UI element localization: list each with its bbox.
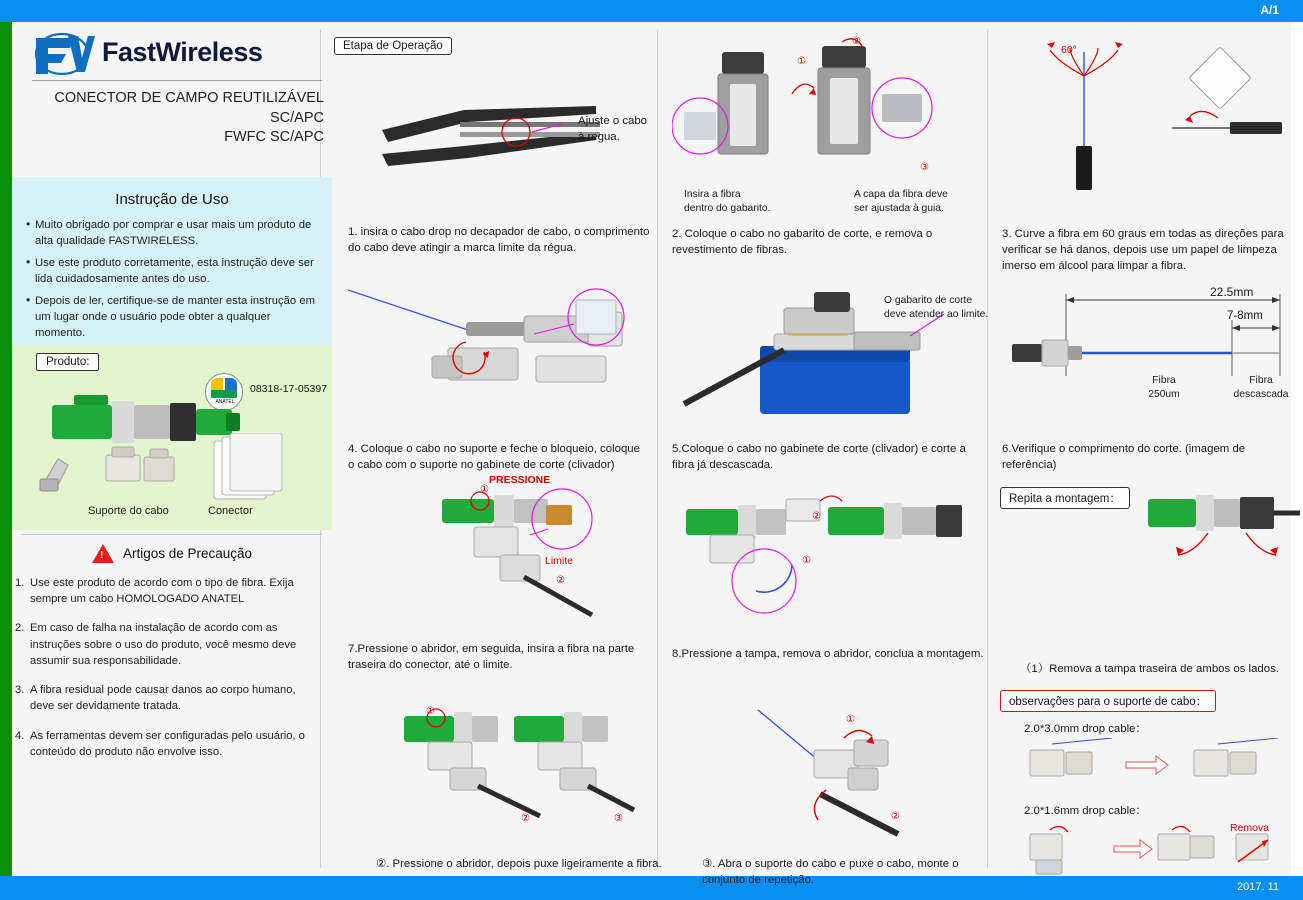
cable-stripper-illustration [364, 62, 614, 182]
step7-illustration [412, 477, 632, 637]
brand-block [32, 32, 332, 148]
step7-press-label: PRESSIONE [489, 474, 551, 486]
step5-note: O gabarito de corte deve atender ao limite. [884, 295, 989, 321]
holder-case1-label: 2.0*3.0mm drop cable： [1024, 723, 1147, 735]
caution-panel [12, 544, 332, 773]
step9-marker-1: ① [426, 706, 435, 717]
fiber-label-left: Fibra 250um [1148, 375, 1180, 401]
cable-holder-icon [100, 437, 192, 505]
list-item: • Depois de ler, certifique-se de manter esta instrução em um lugar onde o usuário pode obter a qualquer momento. [26, 293, 318, 341]
caution-list [12, 575, 332, 760]
brand-name-first: Fast [102, 36, 156, 67]
caution-text: Use este produto de acordo com o tipo de fibra. Exija sempre um cabo HOMOLOGADO ANATEL [30, 577, 294, 606]
left-green-edge [0, 22, 12, 876]
product-title-line1: CONECTOR DE CAMPO REUTILIZÁVEL SC/APC [54, 90, 324, 126]
holder-case1-illustration [1022, 738, 1292, 798]
list-item [15, 620, 316, 669]
product-panel [12, 345, 332, 530]
step7-marker-2: ② [556, 575, 565, 586]
revision-date: 2017. 11 [1236, 881, 1279, 893]
instructions-list [26, 217, 318, 341]
brand-name [102, 37, 262, 68]
step9-caption: ②. Pressione o abridor, depois puxe ligeiramente a fibra. [376, 858, 662, 870]
step2-caption: 2. Coloque o cabo no gabarito de corte, e remova o revestimento de fibras. [672, 228, 933, 256]
step2-note-right: A capa da fibra deve ser ajustada à guia. [854, 189, 948, 215]
list-item [15, 728, 316, 760]
step10-marker-2: ② [891, 811, 900, 822]
caution-number: 2. [15, 622, 25, 635]
list-item [15, 575, 316, 607]
step7-limit-label: Limite [545, 555, 574, 567]
step3-caption: 3. Curve a fibra em 60 graus em todas as direções para verificar se há danos, depois use um papel de limpeza imerso em álcool para limpar a fibra. [1002, 228, 1284, 272]
step1-note: Ajuste o cabo à regua. [578, 115, 648, 143]
list-item [15, 682, 316, 714]
step10-caption: ③. Abra o suporte do cabo e puxe o cabo, monte o conjunto de repetição. [702, 858, 959, 886]
step8-marker-1: ① [802, 555, 811, 566]
cable-holder-small-icon [36, 443, 106, 505]
step3-angle-label: 60° [1061, 44, 1077, 56]
top-bar [0, 0, 1303, 22]
instructions-title: Instrução de Uso [115, 191, 229, 208]
fiber-label-right: Fibra descascada [1233, 375, 1289, 401]
step6-caption: 6.Verifique o comprimento do corte. (imagem de referência) [1002, 443, 1246, 471]
step2-marker-2: ② [852, 36, 861, 47]
step7-caption: 7.Pressione o abridor, em seguida, insira a fibra na parte traseira do conector, até o limite. [348, 643, 635, 671]
brand-name-second: Wireless [155, 36, 263, 67]
product-caption-right: Conector [208, 505, 253, 517]
step9-marker-2: ② [521, 813, 530, 824]
repeat-assembly-illustration [1142, 477, 1302, 597]
step8-marker-2: ② [812, 511, 821, 522]
dimension-total: 22.5mm [1210, 285, 1254, 299]
step2-note-left: Insira a fibra dentro do gabarito. [684, 189, 771, 215]
instructions-panel [12, 177, 332, 345]
step1-caption: 1. insira o cabo drop no decapador de cabo, o comprimento do cabo deve atingir a marca limite da régua. [348, 226, 650, 254]
caution-number: 3. [15, 684, 25, 697]
sheet-body [12, 22, 1291, 886]
caution-title: Artigos de Precaução [122, 546, 253, 561]
caution-text: Em caso de falha na instalação de acordo com as instruções sobre o uso do produto, você mesmo deve assumir sua responsabilidade. [30, 622, 297, 667]
holder-remove-label: Remova [1230, 822, 1270, 834]
page-number: A/1 [1260, 3, 1279, 17]
column-divider-3 [987, 30, 988, 868]
brand-divider [32, 80, 322, 81]
step2-marker-3: ③ [920, 162, 929, 173]
step2-marker-1: ① [797, 56, 806, 67]
dimension-strip: 7-8mm [1227, 310, 1263, 322]
product-caption-left: Suporte do cabo [88, 505, 169, 517]
anatel-label: ANATEL [215, 399, 235, 405]
step7-marker-1: ① [480, 484, 489, 495]
step4-caption: 4. Coloque o cabo no suporte e feche o bloqueio, coloque o cabo com o suporte no gabinete de corte (clivador) [348, 443, 640, 471]
caution-text: A fibra residual pode causar danos ao corpo humano, deve ser devidamente tratada. [30, 684, 296, 713]
connector-photo-icon [202, 433, 302, 507]
step5-caption: 5.Coloque o cabo no gabinete de corte (clivador) e corte a fibra já descascada. [672, 443, 966, 471]
step3-illustration [1022, 36, 1292, 196]
step10-marker-1: ① [846, 714, 855, 725]
product-title-line2: FWFC SC/APC [224, 129, 324, 146]
product-tag: Produto: [36, 353, 99, 371]
step8-illustration [672, 477, 982, 627]
column-divider-2 [657, 30, 658, 868]
caution-text: As ferramentas devem ser configuradas pelo usuário, o conteúdo do produto não envolve isso. [30, 729, 305, 758]
step2-illustration [672, 36, 982, 186]
operation-steps-tag: Etapa de Operação [334, 37, 452, 55]
repeat-assembly-tag: Repita a montagem： [1000, 487, 1130, 509]
left-divider [22, 534, 322, 535]
step8-caption: 8.Pressione a tampa, remova o abridor, conclua a montagem. [672, 648, 984, 660]
holder-case2-label: 2.0*1.6mm drop cable： [1024, 805, 1147, 817]
holder-observations-tag: observações para o suporte de cabo： [1000, 690, 1216, 712]
list-item: • Use este produto corretamente, esta instrução deve ser lida cuidadosamente antes do uso. [26, 255, 318, 287]
anatel-code: 08318-17-05397 [250, 383, 328, 395]
caution-number: 4. [15, 729, 25, 742]
fw-logo-icon [32, 32, 96, 72]
step9-marker-3: ③ [614, 813, 623, 824]
step4-illustration [348, 272, 648, 432]
repeat-note: （1）Remova a tampa traseira de ambos os lados. [1020, 663, 1279, 675]
caution-number: 1. [15, 577, 25, 589]
list-item: • Muito obrigado por comprar e usar mais um produto de alta qualidade FASTWIRELESS. [26, 217, 318, 249]
warning-icon [92, 544, 114, 563]
